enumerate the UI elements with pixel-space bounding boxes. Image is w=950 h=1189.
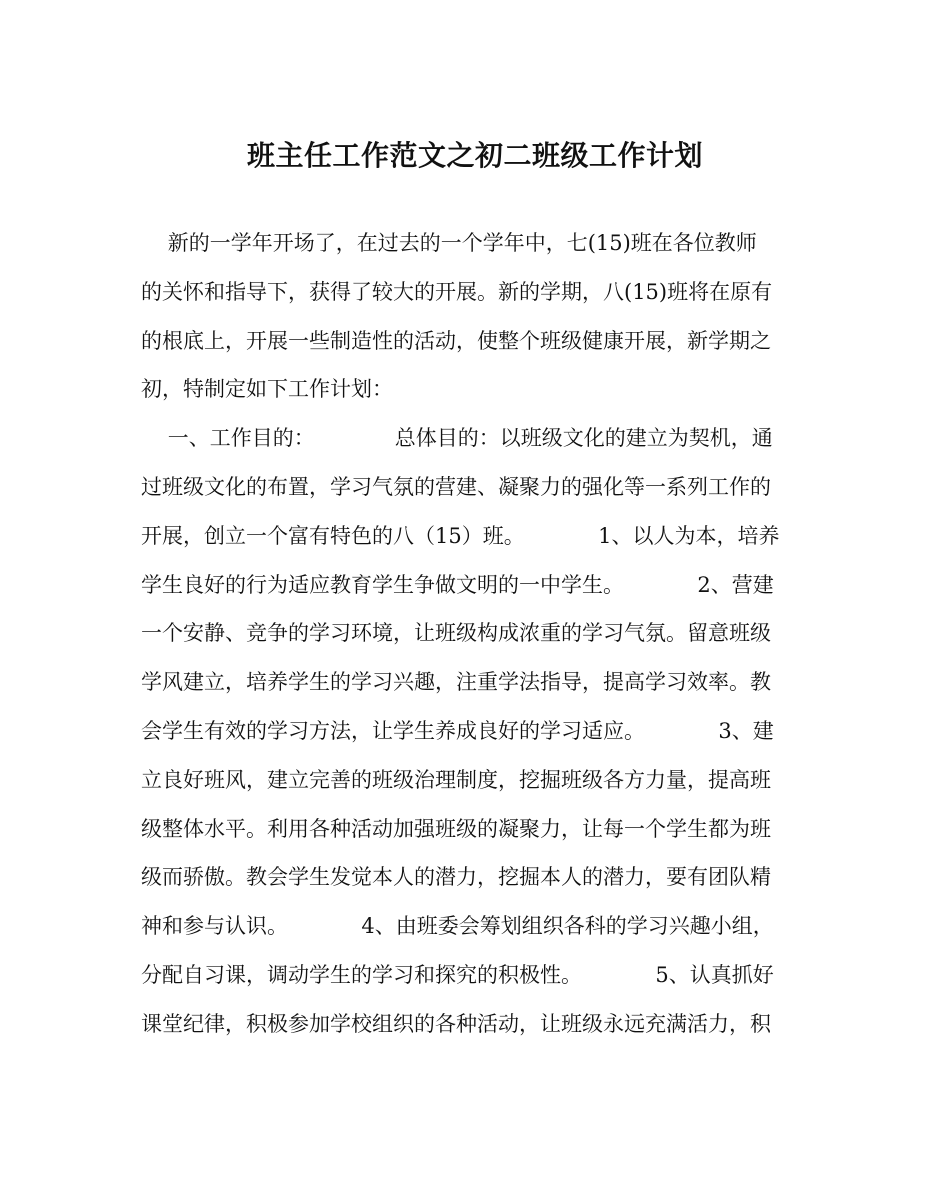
body-line: 立良好班风，建立完善的班级治理制度，挖掘班级各方力量，提高班	[141, 767, 771, 792]
document-body	[141, 219, 809, 1049]
body-line: 分配自习课，调动学生的学习和探究的积极性。 5、认真抓好	[141, 962, 774, 987]
body-line: 的关怀和指导下，获得了较大的开展。新的学期，八(15)班将在原有	[141, 279, 773, 304]
body-line: 一、工作目的： 总体目的：以班级文化的建立为契机，通	[141, 426, 773, 451]
body-line: 学生良好的行为适应教育学生争做文明的一中学生。 2、营建	[141, 572, 774, 597]
body-line: 学风建立，培养学生的学习兴趣，注重学法指导，提高学习效率。教	[141, 670, 771, 695]
document-title: 班主任工作范文之初二班级工作计划	[246, 139, 703, 172]
body-line: 神和参与认识。 4、由班委会筹划组织各科的学习兴趣小组，	[141, 914, 774, 939]
body-line: 开展，创立一个富有特色的八（15）班。 1、以人为本，培养	[141, 523, 780, 548]
body-line: 的根底上，开展一些制造性的活动，使整个班级健康开展，新学期之	[141, 328, 771, 353]
body-line: 会学生有效的学习方法，让学生养成良好的学习适应。 3、建	[141, 718, 774, 743]
body-line: 级整体水平。利用各种活动加强班级的凝聚力，让每一个学生都为班	[141, 816, 771, 841]
body-line: 初，特制定如下工作计划：	[141, 377, 393, 402]
body-line: 新的一学年开场了，在过去的一个学年中，七(15)班在各位教师	[141, 231, 757, 255]
body-line: 级而骄傲。教会学生发觉本人的潜力，挖掘本人的潜力，要有团队精	[141, 865, 771, 890]
body-line: 一个安静、竞争的学习环境，让班级构成浓重的学习气氛。留意班级	[141, 621, 771, 646]
body-line: 过班级文化的布置，学习气氛的营建、凝聚力的强化等一系列工作的	[141, 474, 771, 499]
body-line: 课堂纪律，积极参加学校组织的各种活动，让班级永远充满活力，积	[141, 1011, 771, 1036]
